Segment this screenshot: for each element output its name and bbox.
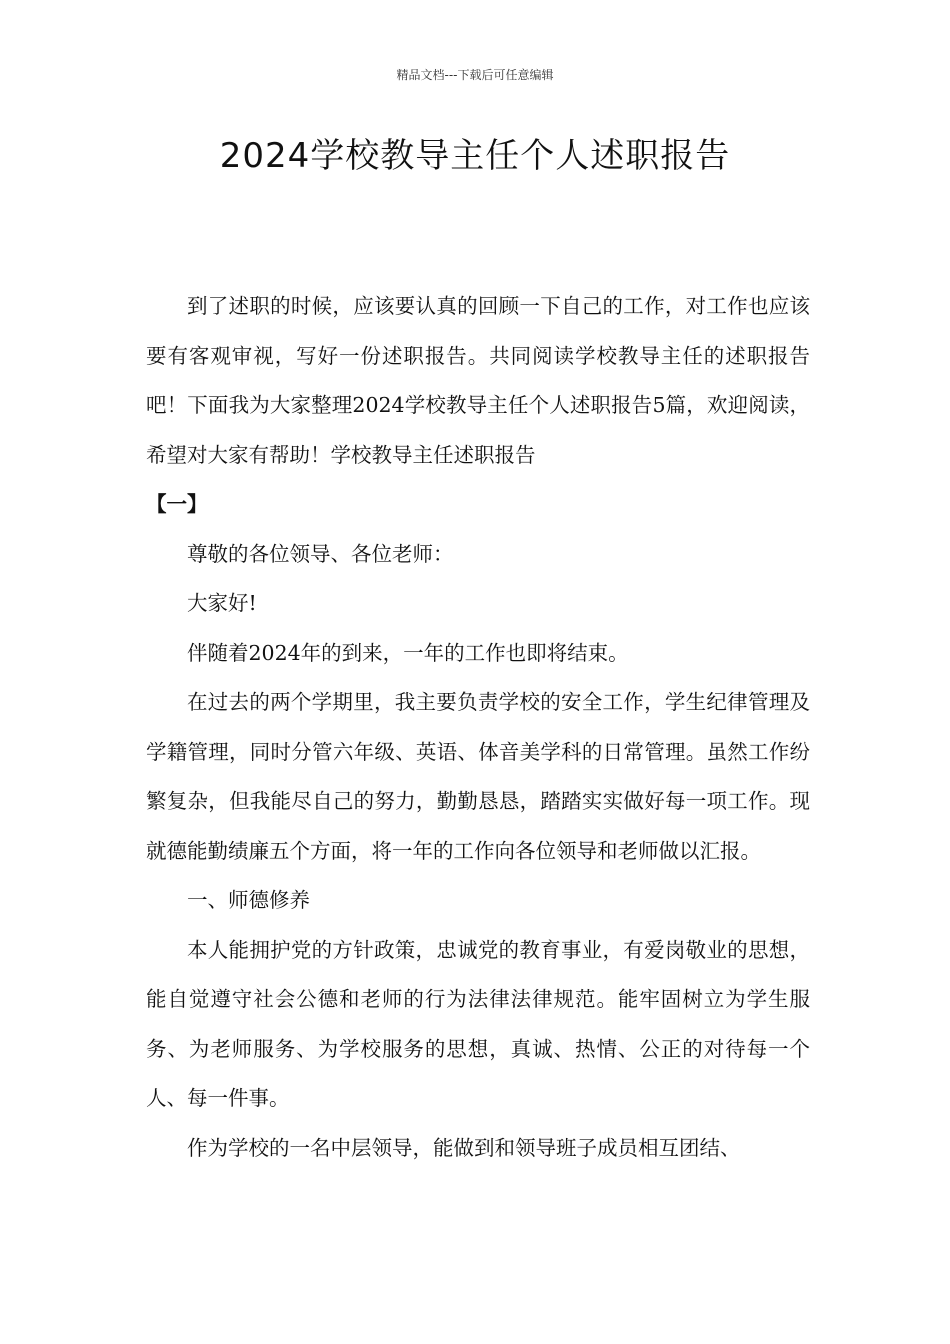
greeting: 大家好! (187, 591, 257, 615)
body-paragraph: 在过去的两个学期里，我主要负责学校的安全工作，学生纪律管理及学籍管理，同时分管六年级、英语、体音美学科的日常管理。虽然工作纷繁复杂，但我能尽自己的努力，勤勤恳恳，踏踏实实做好每一项工作。现就德能勤绩廉五个方面，将一年的工作向各位领导和老师做以汇报。 (146, 690, 810, 863)
salutation: 尊敬的各位领导、各位老师： (187, 541, 454, 566)
header-note: 精品文档---下载后可任意编辑 (396, 68, 554, 82)
document-body (146, 282, 810, 1173)
section-marker: 【一】 (146, 492, 208, 516)
intro-paragraph: 到了述职的时候，应该要认真的回顾一下自己的工作，对工作也应该要有客观审视，写好一份述职报告。共同阅读学校教导主任的述职报告吧！下面我为大家整理2024学校教导主任个人述职报告5篇，欢迎阅读，希望对大家有帮助！学校教导主任述职报告 (146, 294, 810, 467)
document-title: 2024学校教导主任个人述职报告 (219, 136, 731, 176)
section-heading: 一、师德修养 (187, 888, 310, 912)
body-paragraph: 本人能拥护党的方针政策，忠诚党的教育事业，有爱岗敬业的思想，能自觉遵守社会公德和老师的行为法律法律规范。能牢固树立为学生服务、为老师服务、为学校服务的思想，真诚、热情、公正的对待每一个人、每一件事。 (146, 937, 810, 1110)
body-paragraph: 作为学校的一名中层领导，能做到和领导班子成员相互团结、 (187, 1135, 741, 1160)
body-paragraph: 伴随着2024年的到来，一年的工作也即将结束。 (187, 640, 629, 665)
